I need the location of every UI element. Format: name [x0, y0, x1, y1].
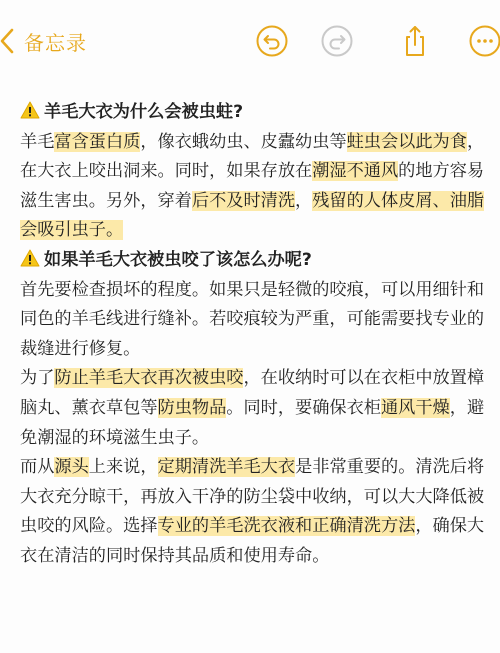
highlighted-text: 蛀虫会以此为食 [346, 131, 467, 152]
highlighted-text: 专业的羊毛洗衣液和正确清洗方法 [157, 516, 416, 537]
text-run: ，像衣蛾幼虫、皮蠹幼虫等 [140, 131, 347, 152]
highlighted-text: 后不及时清洗 [191, 190, 296, 211]
paragraph: 首先要检查损坏的程度。如果只是轻微的咬痕，可以用细针和同色的羊毛线进行缝补。若咬痕较为严重，可能需要找专业的裁缝进行修复。 [20, 279, 485, 359]
note-body[interactable] [20, 98, 490, 572]
undo-icon [255, 24, 289, 58]
heading-text: 如果羊毛大衣被虫咬了该怎么办呢? [44, 249, 312, 270]
text-run: 上来说， [88, 457, 158, 478]
warning-icon [20, 100, 40, 118]
paragraph [20, 453, 490, 571]
paragraph [20, 128, 490, 246]
text-run: 是非常重要的。清洗后将大衣充分晾干，再放入干净的防尘袋中收纳，可以大大降低被虫咬的风险。选择 [20, 457, 485, 537]
undo-button[interactable] [255, 24, 289, 58]
highlighted-text: 富含蛋白质 [54, 131, 141, 152]
highlighted-text: 防虫物品 [157, 397, 227, 418]
text-run: 而从 [20, 457, 55, 478]
highlighted-text: 残留的人体皮屑、油脂会吸引虫子。 [20, 190, 485, 241]
text-run: 为了 [20, 368, 55, 389]
back-button[interactable] [0, 24, 87, 58]
text-run: ，避免潮湿的环境滋生虫子。 [20, 397, 485, 448]
highlighted-text: 潮湿不通风 [312, 161, 399, 182]
highlighted-text: 定期清洗羊毛大衣 [157, 457, 296, 478]
redo-button[interactable] [320, 24, 354, 58]
paragraph [20, 364, 490, 453]
more-icon [468, 24, 500, 58]
warning-icon [20, 248, 40, 266]
top-toolbar [0, 0, 500, 82]
share-button[interactable] [398, 24, 432, 58]
highlighted-text: 防止羊毛大衣再次被虫咬 [54, 368, 244, 389]
redo-icon [320, 24, 354, 58]
heading-text: 羊毛大衣为什么会被虫蛀? [44, 102, 244, 122]
share-icon [398, 24, 432, 58]
text-run: 的地方容易滋生害虫。另外，穿着 [20, 161, 485, 211]
section-heading [20, 246, 490, 276]
chevron-left-icon [0, 27, 14, 55]
highlighted-text: 源头 [54, 457, 89, 478]
text-run: ，在大衣上咬出洞来。同时，如果存放在 [20, 131, 485, 182]
text-run: 羊毛 [20, 131, 55, 152]
text-run: 。同时，要确保衣柜 [226, 397, 381, 418]
text-run: ，在收纳时可以在衣柜中放置樟脑丸、薰衣草包等 [20, 368, 485, 418]
text-run: ，确保大衣在清洁的同时保持其品质和使用寿命。 [20, 516, 485, 566]
more-button[interactable] [468, 24, 500, 58]
back-label: 备忘录 [24, 30, 87, 55]
text-run: ， [295, 190, 313, 211]
highlighted-text: 通风干燥 [380, 397, 450, 418]
section-heading [20, 98, 490, 128]
